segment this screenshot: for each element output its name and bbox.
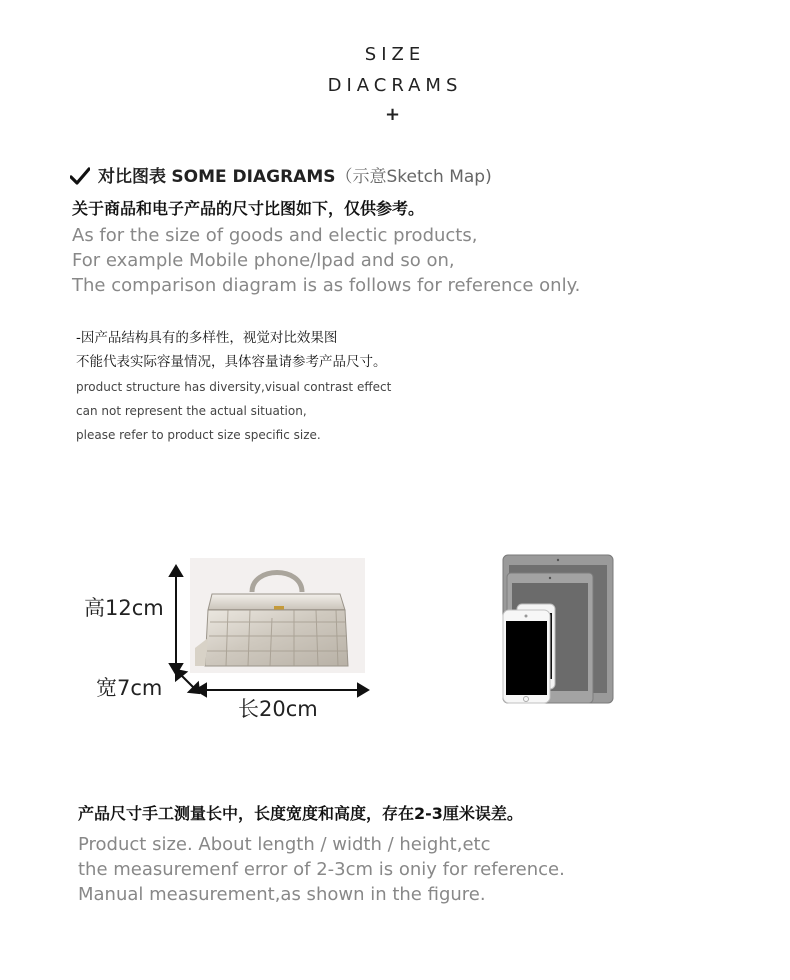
section-title-sub: （示意Sketch Map) [335, 167, 492, 187]
section-title-en: SOME DIAGRAMS [171, 167, 336, 187]
note-en-line: product structure has diversity,visual contrast effect [76, 380, 392, 394]
intro-en-line: For example Mobile phone/lpad and so on, [72, 250, 455, 271]
note-cn-line: 不能代表实际容量情况，具体容量请参考产品尺寸。 [76, 354, 387, 370]
intro-en-line: As for the size of goods and electic products, [72, 225, 478, 246]
width-label: 宽7cm [96, 676, 163, 700]
note-en-line: can not represent the actual situation, [76, 404, 307, 418]
header-title-line1: SIZE [364, 44, 426, 65]
intro-cn: 关于商品和电子产品的尺寸比图如下，仅供参考。 [72, 199, 425, 218]
note-en-line: please refer to product size specific size. [76, 428, 321, 442]
note-cn-line: -因产品结构具有的多样性，视觉对比效果图 [76, 330, 338, 346]
measurement-note-en [78, 832, 565, 907]
measurement-note-en-line: the measuremenf error of 2-3cm is oniy for reference. [78, 859, 565, 880]
measurement-note-cn: 产品尺寸手工测量长中，长度宽度和高度，存在2-3厘米误差。 [78, 804, 523, 823]
intro-en-line: The comparison diagram is as follows for reference only. [72, 275, 581, 296]
measurement-note-en-line: Manual measurement,as shown in the figure. [78, 884, 486, 905]
length-label: 长20cm [238, 697, 318, 721]
section-title-cn: 对比图表 [98, 167, 166, 187]
header-plus: + [384, 104, 406, 125]
height-label: 高12cm [84, 596, 164, 620]
devices-image [500, 553, 615, 705]
measurement-note-en-line: Product size. About length / width / height,etc [78, 834, 491, 855]
header-title-line2: DIACRAMS [327, 75, 463, 96]
